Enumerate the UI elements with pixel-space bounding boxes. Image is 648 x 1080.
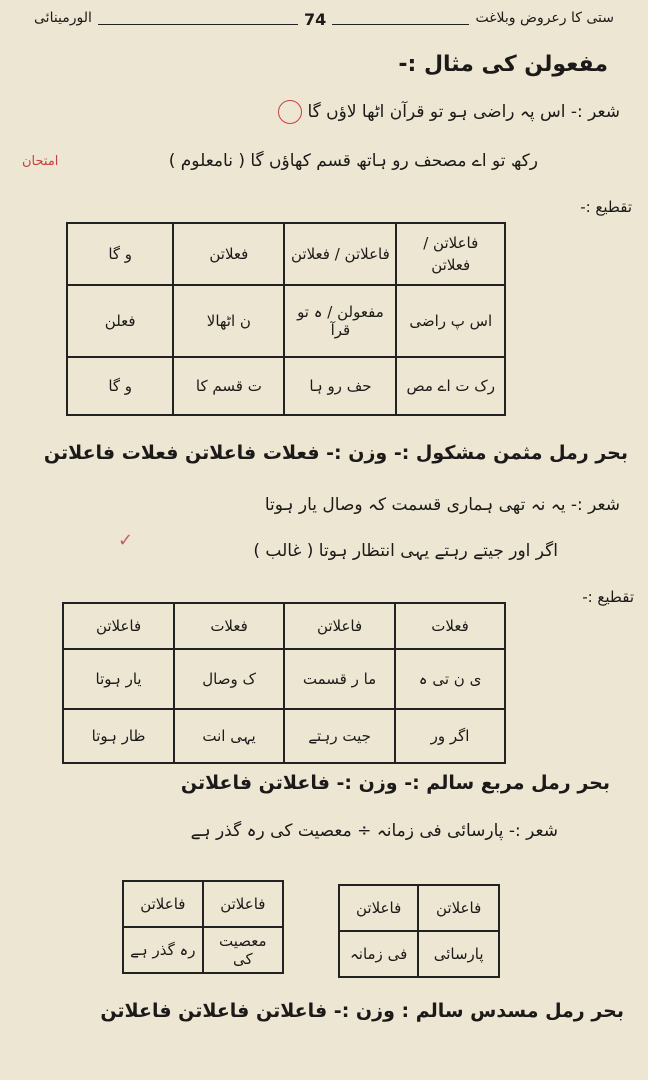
taqti-label: تقطیع :- — [580, 198, 632, 216]
table-cell: فعلات — [174, 603, 284, 649]
section1-verse1-line — [276, 100, 620, 124]
table-cell: جیت رہتے — [284, 709, 395, 763]
section2-title: بحر رمل مثمن مشکول :- وزن :- فعلات فاعلاتن فعلات فاعلاتن — [43, 442, 628, 464]
table-cell: اگر ور — [395, 709, 505, 763]
section3-verse-line — [191, 820, 558, 841]
table-cell: یار ہوتا — [63, 649, 174, 709]
margin-note: امتحان — [22, 154, 59, 169]
table-row — [339, 931, 499, 977]
verse-line-2: اگر اور جیتے رہتے یہی انتظار ہوتا ( غالب ) — [253, 541, 558, 561]
shear-label: شعر :- — [570, 102, 620, 122]
table-cell: فی زمانہ — [339, 931, 418, 977]
page-number: 74 — [298, 10, 332, 29]
table-cell: اس پ راضی — [396, 285, 505, 357]
book-title: ستی کا رعروض وبلاغت — [469, 10, 620, 26]
table-cell: فعلاتن — [173, 223, 284, 285]
taqti-table-2 — [62, 602, 506, 764]
table-row — [123, 927, 283, 973]
table-cell: ما ر قسمت — [284, 649, 395, 709]
table-cell: حف رو ہا — [284, 357, 396, 415]
table-cell: فاعلاتن / فعلاتن — [396, 223, 505, 285]
table-cell: فاعلاتن — [203, 881, 283, 927]
section2-verse1-line — [265, 494, 620, 515]
table-cell: فاعلاتن / فعلاتن — [284, 223, 396, 285]
section4-title: بحر رمل مسدس سالم : وزن :- فاعلاتن فاعلاتن فاعلاتن — [100, 1000, 624, 1022]
table-cell: فاعلاتن — [284, 603, 395, 649]
verse-line-1: یہ نہ تھی ہماری قسمت کہ وصال یار ہوتا — [264, 495, 566, 515]
taqti-table-1 — [66, 222, 506, 416]
table-cell: فعلن — [67, 285, 173, 357]
table-cell: فاعلاتن — [63, 603, 174, 649]
check-mark-icon: ✓ — [118, 530, 134, 551]
table-row — [123, 881, 283, 927]
table-cell: فاعلاتن — [339, 885, 418, 931]
table-cell: رک ت اے مص — [396, 357, 505, 415]
taqti-table-3-right — [338, 884, 500, 978]
section3-title: بحر رمل مربع سالم :- وزن :- فاعلاتن فاعلاتن — [180, 772, 610, 794]
shear-label: شعر :- — [570, 495, 620, 515]
table-row — [63, 603, 505, 649]
verse-line-1: اس پہ راضی ہو تو قرآن اٹھا لاؤں گا — [307, 102, 566, 122]
table-row — [339, 885, 499, 931]
table-cell: ظار ہوتا — [63, 709, 174, 763]
table-cell: ک وصال — [174, 649, 284, 709]
table-cell: ن اٹھالا — [173, 285, 284, 357]
table-cell: و گا — [67, 223, 173, 285]
table-cell: مفعولن / ہ تو قرآ — [284, 285, 396, 357]
author-name: الورمینائی — [28, 10, 98, 26]
table-cell: ی ن تی ہ — [395, 649, 505, 709]
taqti-label: تقطیع :- — [582, 588, 634, 606]
shear-label: شعر :- — [508, 821, 558, 841]
red-circle-mark — [278, 100, 302, 124]
table-row — [63, 649, 505, 709]
table-row — [67, 223, 505, 285]
table-cell: معصیت کی — [203, 927, 283, 973]
table-cell: فعلات — [395, 603, 505, 649]
taqti-table-3-left — [122, 880, 284, 974]
table-cell: ت قسم کا — [173, 357, 284, 415]
section1-title: مفعولن کی مثال :- — [398, 52, 608, 77]
table-cell: فاعلاتن — [418, 885, 499, 931]
table-row — [67, 357, 505, 415]
table-cell: و گا — [67, 357, 173, 415]
table-cell: یہی انت — [174, 709, 284, 763]
table-row — [63, 709, 505, 763]
table-cell: رہ گذر ہے — [123, 927, 203, 973]
table-row — [67, 285, 505, 357]
verse-line-2: رکھ تو اے مصحف رو ہاتھ قسم کھاؤں گا ( نامعلوم ) — [168, 151, 538, 171]
verse-line: پارسائی فی زمانہ ÷ معصیت کی رہ گذر ہے — [190, 821, 504, 841]
table-cell: فاعلاتن — [123, 881, 203, 927]
table-cell: پارسائی — [418, 931, 499, 977]
page-header — [28, 10, 620, 36]
